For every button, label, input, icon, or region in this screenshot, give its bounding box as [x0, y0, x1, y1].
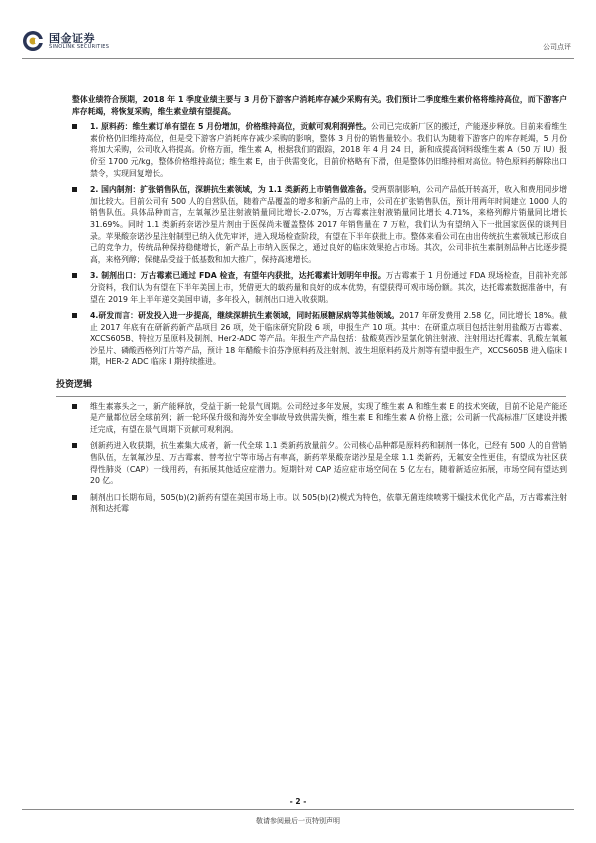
point-body: 万古霉素于 1 月份通过 FDA 现场检查，目前补充部分资料，我们认为有望在下半年美国上市，凭借更大的载药量和良好的成本优势，有望获得可观市场份额。其次，达托霉素数据准备中，有望在 2019 年上半年递交美国申请，多年投入，制剂出口进入收获期。: [90, 271, 567, 304]
point-body: 公司已完成新厂区的搬迁，产能逐步释放。目前来看维生素价格仍旧维持高位，但是受下游客户消耗库存减少采购的影响，整体 3 月份的销售量较小。我们认为随着下游客户的库存耗竭，5 月份将加大采购，公司收入将提高。价格方面，维生素 A，根据我们的跟踪，2018 年 4 月 24 日，新和成提高饲料级维生素 A（50 万 IU）报价至 1700 元/kg，整体价格维持高位；维生素 E，由于供需变化，目前价格略有下滑，但是整体仍旧维持相对高位。特色原料药解除出口禁令，实现回复增长。: [90, 122, 568, 178]
point-body: 受两票制影响，公司产品低开转高开，收入和费用同步增加比较大。目前公司有 500 人的自营队伍，随着产品覆盖的增多和新产品的上市，公司在扩张销售队伍，预计用两年时间建立 1000 人的销售队伍。具体品种而言，左氧氟沙星注射液销量同比增长-2.07%，万古霉素注射液销量同比增长 4.71%，来格列醇片销量同比增长 31.69%。同时 1.1 类新药奈诺沙星片剂由于医保尚未覆盖整体 2017 年销售量在 7 万粒，我们认为有望纳入下一批国家医保的谈判目录。苹果酸奈诺沙星注射制型已纳入优先审评，进入现场检查阶段，有望在下半年获批上市。整体来看公司在由出传统抗生素领域已形成自己的竞争力，传统品种保持稳健增长，新产品上市纳入医保之，通过良好的临床效果抢占市场。其次，公司非抗生素制剂品种占比逐步提高，来格列醇；保健品受益于低基数和加大推广，保持高速增长。: [90, 185, 568, 264]
point-domestic-formulations: [72, 184, 567, 265]
point-heading: 2. 国内制剂：扩张销售队伍，深耕抗生素领域，为 1.1 类新药上市销售做准备。: [90, 185, 372, 195]
bullet-square: [72, 273, 77, 278]
sinolink-logo-icon: [22, 30, 44, 52]
point-research-development: [72, 310, 567, 368]
investment-logic-title: 投资逻辑: [56, 380, 566, 397]
company-logo: [22, 30, 132, 56]
point-heading: 3. 制剂出口：万古霉素已通过 FDA 检查，有望年内获批，达托霉素计划明年申报。: [90, 271, 386, 281]
logo-english-name: SINOLINK SECURITIES: [49, 44, 110, 50]
report-body: [56, 94, 568, 520]
bullet-square: [72, 404, 77, 409]
point-heading: 1. 原料药：维生素订单有望在 5 月份增加，价格维持高位，贡献可观利润弹性。: [90, 122, 371, 132]
logic-text: 创新药进入收获期，抗生素集大成者，新一代全球 1.1 类新药放量前夕。公司核心品种都是原料药和制剂一体化，已经有 500 人的自营销售队伍，左氧氟沙星、万古霉素、替考拉宁等市场占有率高，新药苹果酸奈诺沙星是全球 1.1 类新药，无氟安全性更佳，有望成为社区获得性肺炎（CAP）一线用药，有拓展其他适应症潜力。短期针对 CAP 适应症市场空间在 5 亿左右，随着新适应拓展，市场空间有望达到 20 亿。: [90, 441, 567, 486]
disclaimer-note: 敬请参阅最后一页特别声明: [256, 817, 340, 825]
logic-text: 维生素寡头之一，新产能释放，受益于新一轮景气周期。公司经过多年发展，实现了维生素 A 和维生素 E 的技术突破，目前不论是产能还是产量都位居全球前列；新一轮环保升级和海外安全事故导致供需失衡，维生素 E 和维生素 A 价格上涨；公司新一代高标准厂区建设并搬迁完成，有望在景气周期下贡献可观利润。: [90, 401, 567, 434]
point-heading: 4.研发而言：研发投入进一步提高，继续深耕抗生素领域，同时拓展糖尿病等其他领域。: [90, 311, 400, 321]
report-type-label: 公司点评: [543, 43, 571, 51]
logic-point-innovative-drugs: [72, 440, 567, 486]
header-divider: [22, 58, 574, 59]
page-header: [0, 0, 596, 60]
point-formulation-exports: [72, 270, 567, 305]
intro-paragraph: 整体业绩符合预期，2018 年 1 季度业绩主要与 3 月份下游客户消耗库存减少采购有关。我们预计二季度维生素价格将维持高位，而下游客户库存耗竭，将恢复采购，维生素业绩有望提高。: [72, 95, 567, 116]
logic-text: 制剂出口长期布局，505(b)(2)新药有望在美国市场上市。以 505(b)(2)模式为特色，依靠无菌连续喷雾干燥技术优化产品，万古霉素注射剂和达托霉: [90, 492, 567, 514]
logo-chinese-name: 国金证券: [49, 32, 95, 45]
footer-divider: [22, 809, 574, 810]
point-raw-materials: [72, 121, 567, 179]
logic-point-exports: [72, 492, 567, 515]
bullet-square: [72, 443, 77, 448]
logic-point-vitamins: [72, 401, 567, 436]
bullet-square: [72, 124, 77, 129]
bullet-square: [72, 313, 77, 318]
bullet-square: [72, 495, 77, 500]
point-body: 2017 年研发费用 2.58 亿，同比增长 18%。截止 2017 年底有在研新药新产品项目 26 项，处于临床研究阶段 6 项，申报生产 10 项。其中：在研重点项目包括注射用盐酸万古霉素、XCCS605B、特拉万星原料及制剂、Her2-ADC 等产品。年报生产产品包括：盐酸莫西沙星氯化钠注射液、注射用达托霉素、乳酸左氧氟沙星片、磷酸西格列汀片等产品，预计 18 年醋酸卡泊芬净原料药及注射剂、波生坦原料药及片剂等有望申报生产，XCCS605B 进入临床 I 期，HER-2 ADC 临床 I 期持续推进。: [90, 311, 567, 367]
page-number: - 2 -: [289, 797, 307, 806]
bullet-square: [72, 187, 77, 192]
